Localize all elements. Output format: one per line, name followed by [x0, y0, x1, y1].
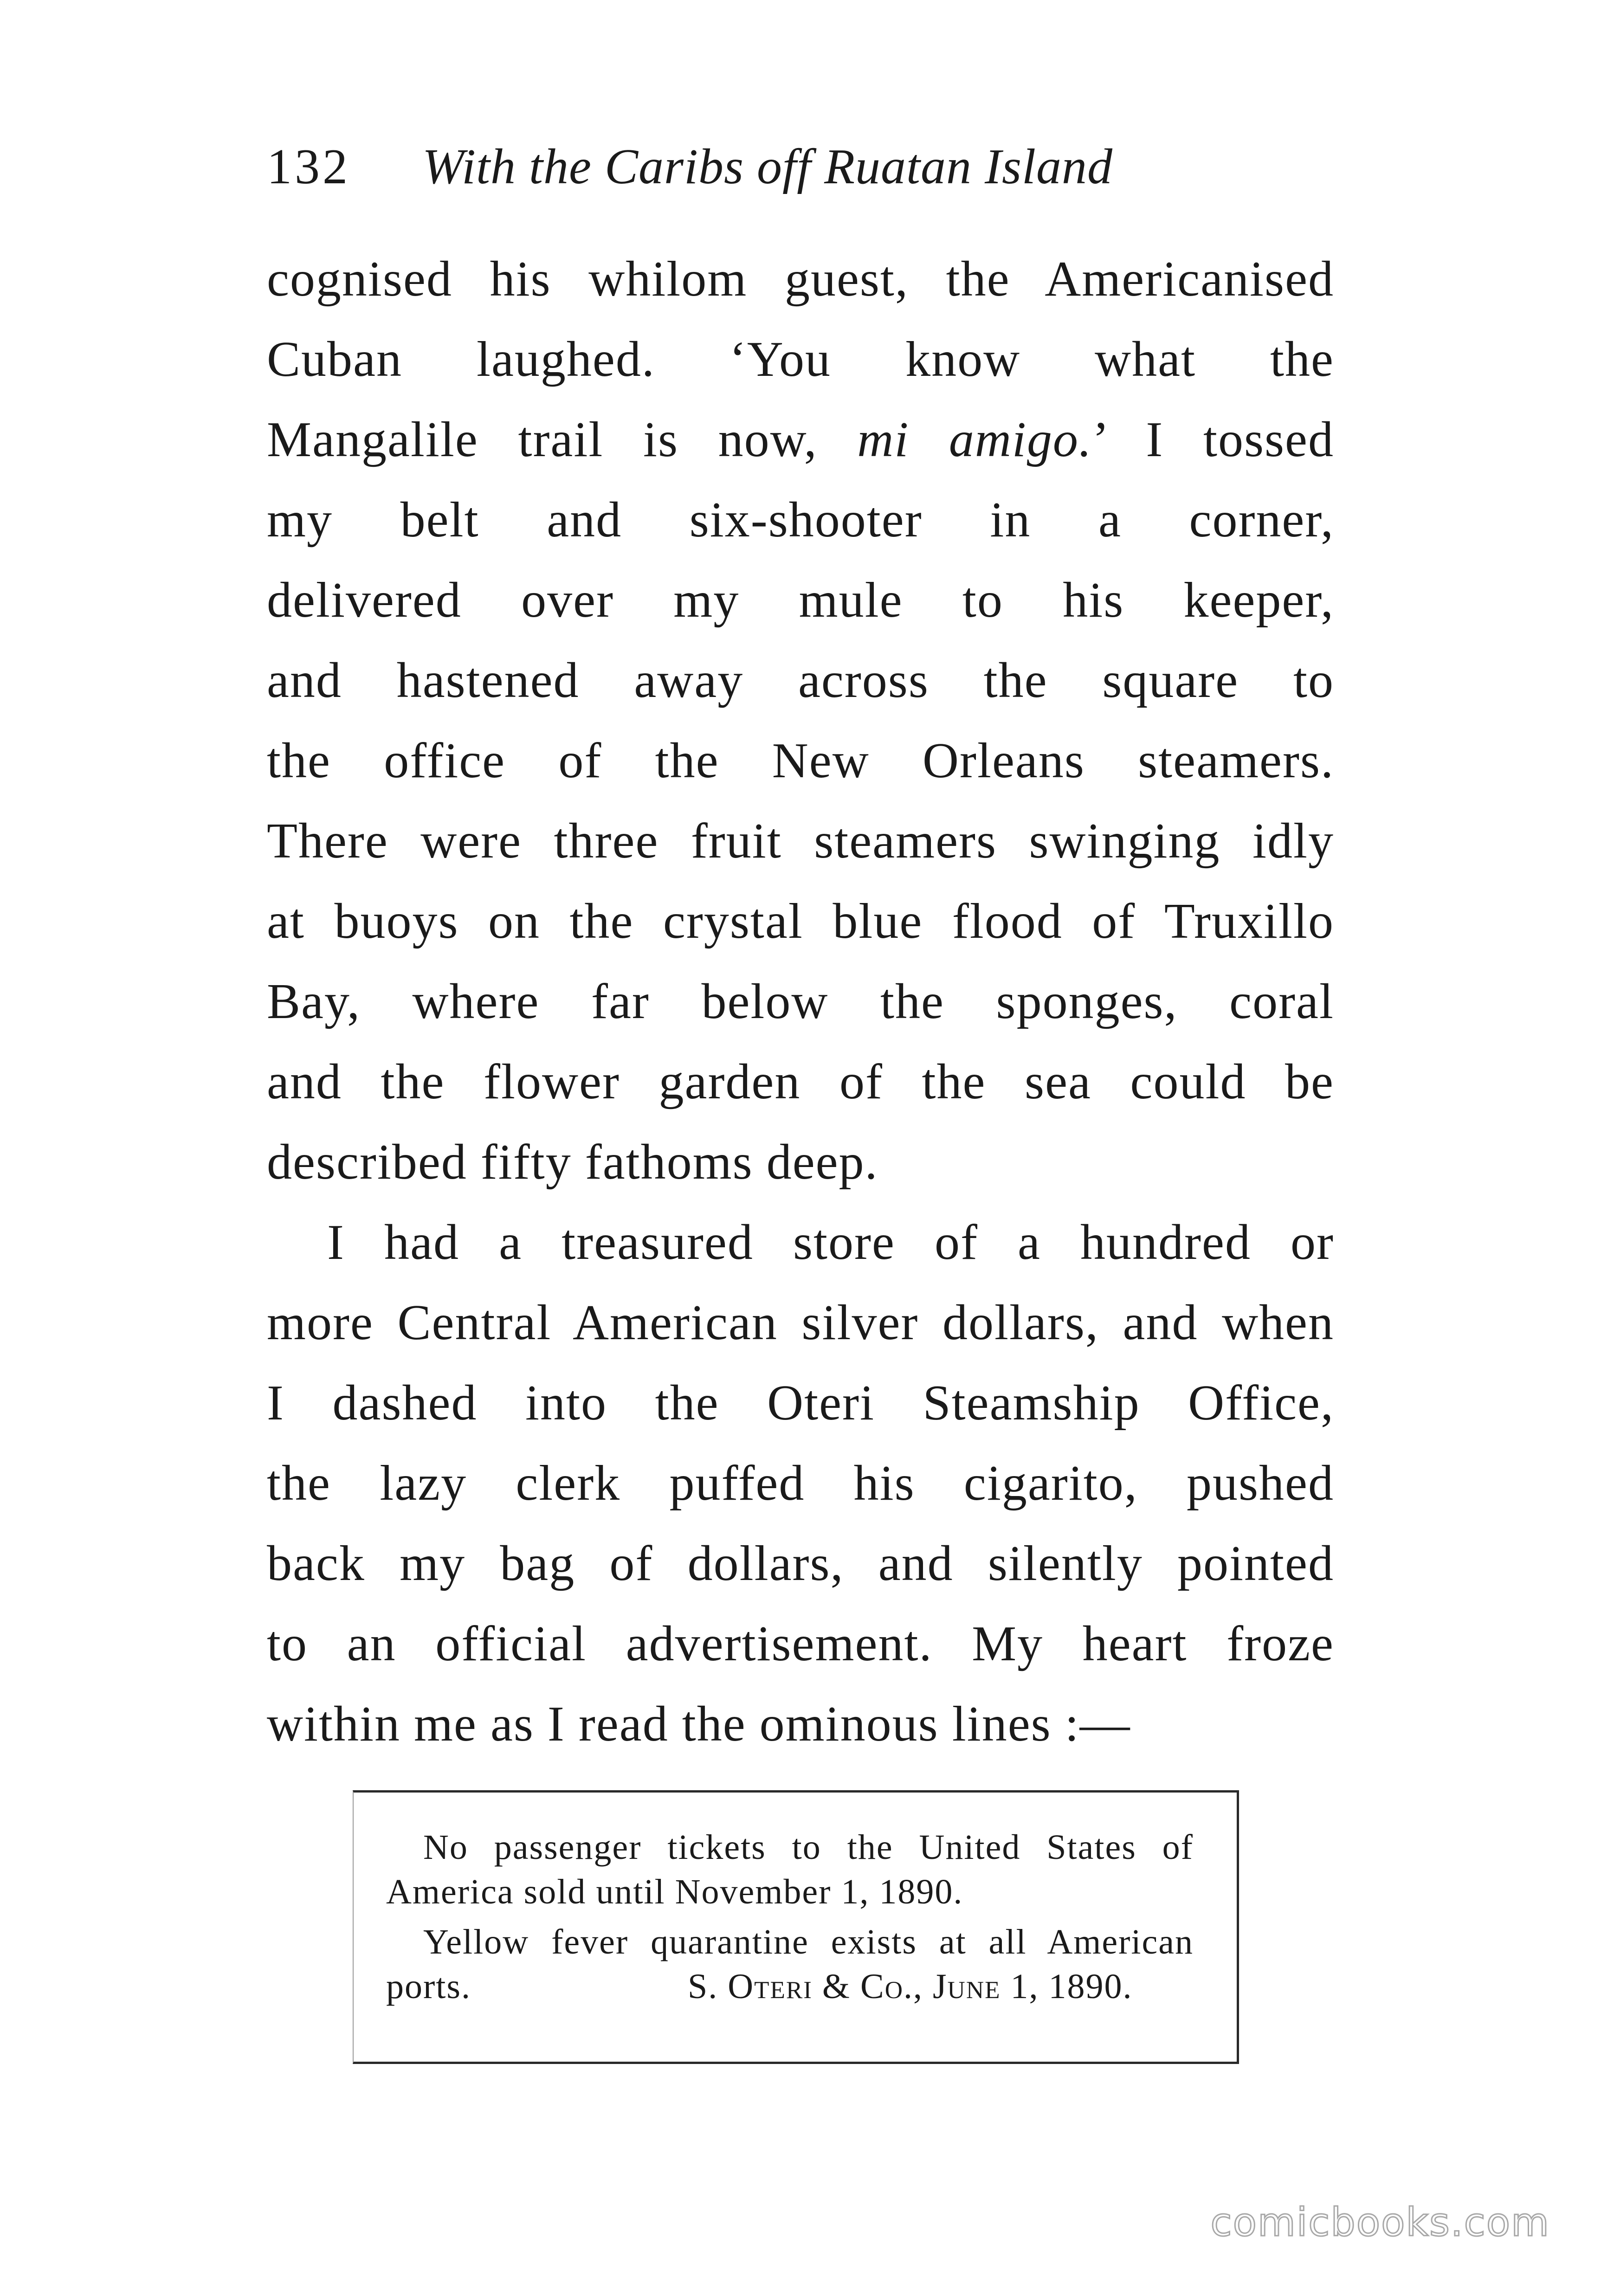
- text-line: to an official advertisement. My heart froze: [267, 1616, 1334, 1671]
- text-line: the office of the New Orleans steamers.: [267, 733, 1334, 788]
- text-line: Mangalile trail is now, mi amigo.’ I tossed: [267, 412, 1334, 467]
- notice-text: [386, 1825, 1194, 2009]
- text-line: the lazy clerk puffed his cigarito, pushed: [267, 1456, 1334, 1511]
- running-title: With the Caribs off Ruatan Island: [422, 139, 1113, 194]
- notice-ports: ports.: [386, 1967, 471, 2006]
- text-line: delivered over my mule to his keeper,: [267, 573, 1334, 628]
- text-line: my belt and six-shooter in a corner,: [267, 492, 1334, 548]
- notice-line: Yellow fever quarantine exists at all American: [423, 1922, 1194, 1961]
- body-text: [267, 239, 1334, 1764]
- text-line: and the flower garden of the sea could be: [267, 1054, 1334, 1109]
- text-line: within me as I read the ominous lines :—: [267, 1696, 1131, 1752]
- running-header: [267, 135, 1330, 200]
- notice-line: No passenger tickets to the United States of: [423, 1828, 1194, 1867]
- quarantine-notice-box: [353, 1790, 1239, 2064]
- text-line: and hastened away across the square to: [267, 653, 1334, 708]
- text-line: more Central American silver dollars, and when: [267, 1295, 1334, 1350]
- text-line: back my bag of dollars, and silently pointed: [267, 1536, 1334, 1591]
- italic-phrase: mi amigo.: [857, 412, 1092, 467]
- watermark-logo: comicbooks.com: [1210, 2199, 1550, 2245]
- text-line: There were three fruit steamers swinging idly: [267, 813, 1334, 869]
- page-number: 132: [267, 139, 350, 194]
- text-line: I dashed into the Oteri Steamship Office,: [267, 1375, 1334, 1431]
- text-line: at buoys on the crystal blue flood of Truxillo: [267, 894, 1334, 949]
- text-line: Cuban laughed. ‘You know what the: [267, 332, 1334, 387]
- text-line: Bay, where far below the sponges, coral: [267, 974, 1334, 1029]
- text-line: described fifty fathoms deep.: [267, 1135, 878, 1190]
- notice-line: America sold until November 1, 1890.: [386, 1872, 963, 1911]
- notice-signature-line: [386, 1964, 1194, 2009]
- text-line: cognised his whilom guest, the Americanised: [267, 252, 1334, 307]
- text-line: I had a treasured store of a hundred or: [327, 1215, 1334, 1270]
- notice-signature: S. Oteri & Co., June 1, 1890.: [688, 1967, 1133, 2006]
